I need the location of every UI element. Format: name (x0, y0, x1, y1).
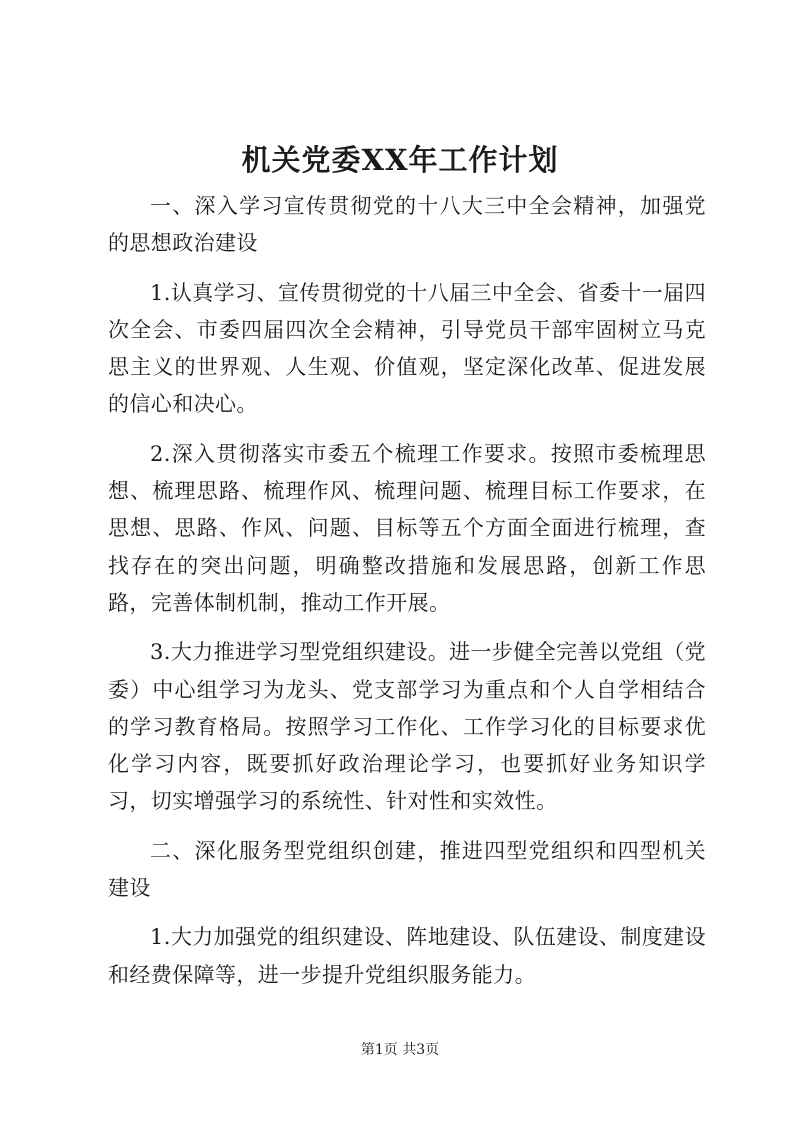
paragraph-1-2: 2.深入贯彻落实市委五个梳理工作要求。按照市委梳理思想、梳理思路、梳理作风、梳理问题、梳理目标工作要求，在思想、思路、作风、问题、目标等五个方面全面进行梳理，查找存在的突出问题，明确整改措施和发展思路，创新工作思路，完善体制机制，推动工作开展。 (108, 441, 706, 615)
section-heading-1: 一、深入学习宣传贯彻党的十八大三中全会精神，加强党的思想政治建设 (108, 194, 706, 256)
document-title: 机关党委XX年工作计划 (241, 143, 559, 177)
paragraph-1-3: 3.大力推进学习型党组织建设。进一步健全完善以党组（党委）中心组学习为龙头、党支部学习为重点和个人自学相结合的学习教育格局。按照学习工作化、工作学习化的目标要求优化学习内容，既要抓好政治理论学习，也要抓好业务知识学习，切实增强学习的系统性、针对性和实效性。 (108, 640, 706, 814)
section-heading-2: 二、深化服务型党组织创建，推进四型党组织和四型机关建设 (108, 838, 706, 901)
paragraph-2-1: 1.大力加强党的组织建设、阵地建设、队伍建设、制度建设和经费保障等，进一步提升党组织服务能力。 (108, 925, 706, 987)
paragraph-1-1: 1.认真学习、宣传贯彻党的十八届三中全会、省委十一届四次全会、市委四届四次全会精神，引导党员干部牢固树立马克思主义的世界观、人生观、价值观，坚定深化改革、促进发展的信心和决心。 (108, 280, 706, 417)
document-body (108, 188, 706, 1006)
page-footer: 第1页 共3页 (360, 1042, 440, 1058)
